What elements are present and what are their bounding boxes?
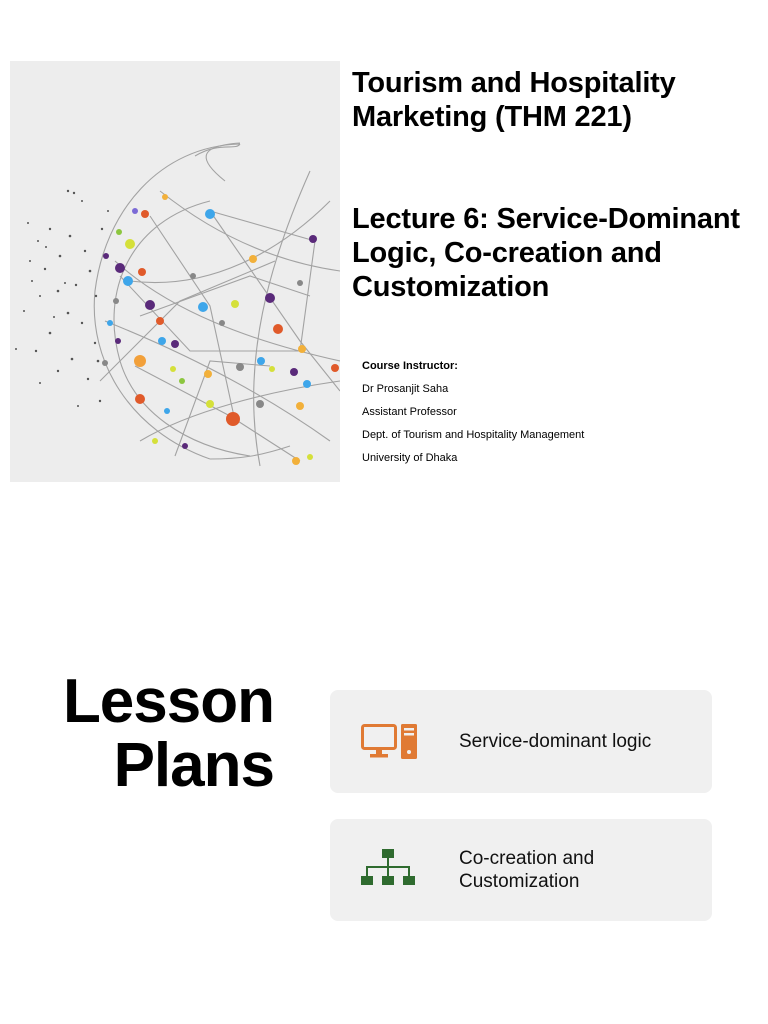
lesson-plans-heading — [62, 667, 274, 800]
computer-icon — [361, 724, 419, 765]
lesson-item-label: Co-creation and Customization — [459, 848, 595, 892]
title-slide — [0, 0, 768, 500]
heading-line-1: Lesson — [62, 667, 274, 736]
lecture-title: Lecture 6: Service-Dominant Logic, Co-creation and Customization — [352, 203, 740, 303]
instructor-name: Dr Prosanjit Saha — [362, 383, 449, 395]
instructor-department: Dept. of Tourism and Hospitality Management — [362, 429, 585, 441]
lesson-item-label: Service-dominant logic — [459, 731, 652, 752]
hierarchy-icon — [361, 849, 415, 898]
lesson-plans-slide — [0, 512, 768, 1024]
instructor-info — [362, 355, 752, 470]
network-globe-image — [10, 61, 340, 482]
course-title: Tourism and Hospitality Marketing (THM 221) — [352, 67, 676, 133]
heading-line-2: Plans — [113, 731, 274, 800]
instructor-label: Course Instructor: — [362, 360, 458, 372]
lesson-card-co-creation — [330, 819, 712, 921]
instructor-university: University of Dhaka — [362, 452, 458, 464]
lesson-card-service-dominant-logic — [330, 690, 712, 793]
instructor-position: Assistant Professor — [362, 406, 457, 418]
